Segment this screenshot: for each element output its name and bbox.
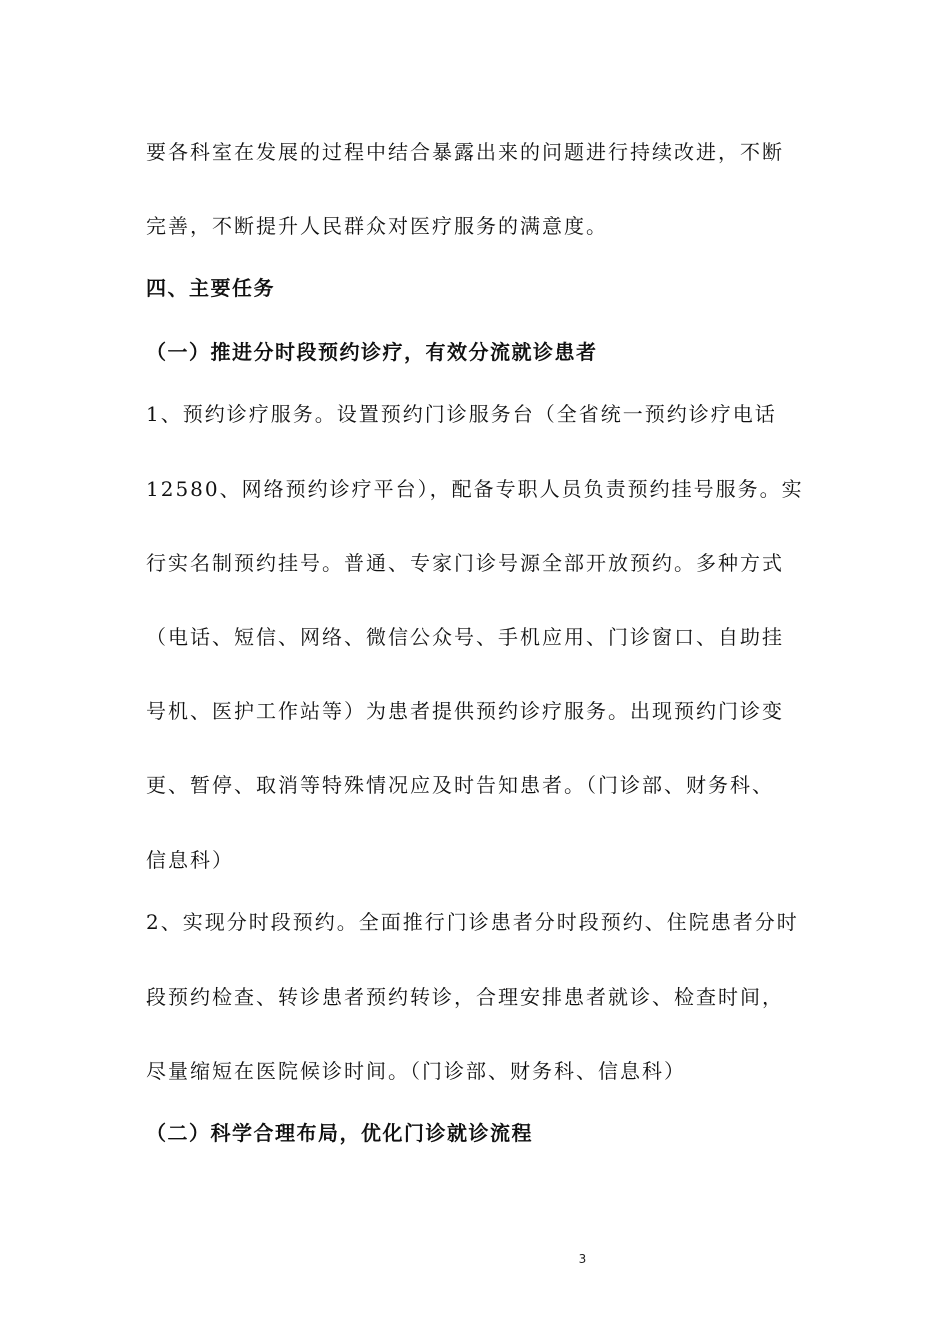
paragraph-line: 段预约检查、转诊患者预约转诊，合理安排患者就诊、检查时间， [146, 985, 784, 1009]
paragraph-line: 号机、医护工作站等）为患者提供预约诊疗服务。出现预约门诊变 [146, 699, 784, 723]
paragraph-line: 信息科） [146, 848, 234, 872]
section-heading: 四、主要任务 [146, 276, 275, 300]
paragraph-line: 尽量缩短在医院候诊时间。（门诊部、财务科、信息科） [146, 1059, 686, 1083]
page-number: 3 [578, 1252, 587, 1266]
paragraph-line: （电话、短信、网络、微信公众号、手机应用、门诊窗口、自助挂 [146, 625, 784, 649]
subsection-heading: （二）科学合理布局，优化门诊就诊流程 [146, 1121, 533, 1145]
paragraph-line: 更、暂停、取消等特殊情况应及时告知患者。（门诊部、财务科、 [146, 773, 774, 797]
paragraph-line: 2、实现分时段预约。全面推行门诊患者分时段预约、住院患者分时 [146, 910, 799, 934]
paragraph-line: 完善，不断提升人民群众对医疗服务的满意度。 [146, 214, 608, 238]
subsection-heading: （一）推进分时段预约诊疗，有效分流就诊患者 [146, 340, 598, 364]
paragraph-line: 12580、网络预约诊疗平台），配备专职人员负责预约挂号服务。实 [146, 477, 804, 501]
paragraph-line: 行实名制预约挂号。普通、专家门诊号源全部开放预约。多种方式 [146, 551, 784, 575]
paragraph-line: 要各科室在发展的过程中结合暴露出来的问题进行持续改进，不断 [146, 140, 784, 164]
paragraph-line: 1、预约诊疗服务。设置预约门诊服务台（全省统一预约诊疗电话 [146, 402, 777, 426]
